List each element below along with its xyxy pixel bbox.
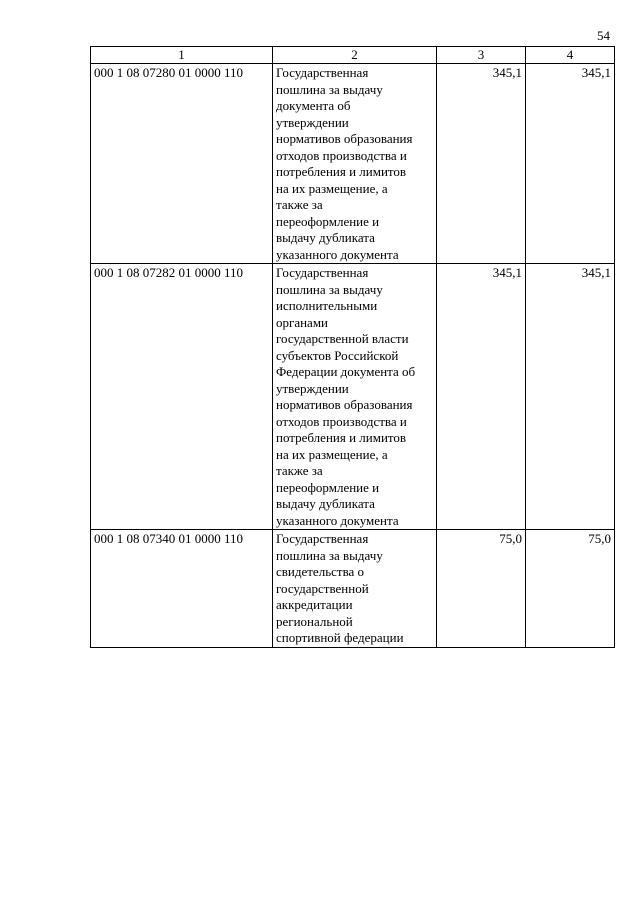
revenue-name: Государственная пошлина за выдачу свидетельства о государственной аккредитации региональной спортивной федерации	[273, 530, 437, 648]
classification-code: 000 1 08 07282 01 0000 110	[91, 264, 273, 530]
amount-col-4: 75,0	[526, 530, 615, 648]
amount-col-3: 345,1	[437, 264, 526, 530]
classification-code: 000 1 08 07280 01 0000 110	[91, 64, 273, 264]
table-row	[91, 264, 615, 530]
revenue-name: Государственная пошлина за выдачу документа об утверждении нормативов образования отходов производства и потребления и лимитов на их размещение, а также за переоформление и выдачу дубликата указанного документа	[273, 64, 437, 264]
amount-col-4: 345,1	[526, 64, 615, 264]
revenue-name: Государственная пошлина за выдачу исполнительными органами государственной власти субъектов Российской Федерации документа об утверждении нормативов образования отходов производства и потребления и лимитов на их размещение, а также за переоформление и выдачу дубликата указанного документа	[273, 264, 437, 530]
amount-col-3: 345,1	[437, 64, 526, 264]
table-row	[91, 64, 615, 264]
classification-code: 000 1 08 07340 01 0000 110	[91, 530, 273, 648]
budget-revenue-table	[90, 46, 615, 648]
amount-col-4: 345,1	[526, 264, 615, 530]
column-header-1: 1	[91, 47, 273, 64]
column-header-2: 2	[273, 47, 437, 64]
table-row	[91, 530, 615, 648]
amount-col-3: 75,0	[437, 530, 526, 648]
table-header-row	[91, 47, 615, 64]
column-header-4: 4	[526, 47, 615, 64]
column-header-3: 3	[437, 47, 526, 64]
page-number: 54	[597, 28, 610, 43]
